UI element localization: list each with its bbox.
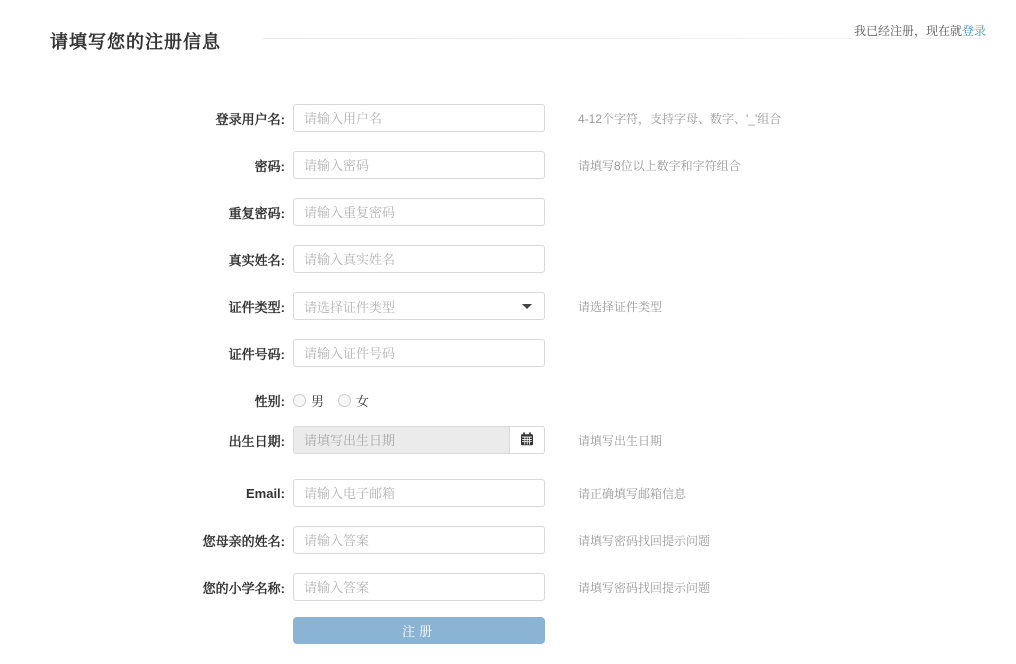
password-hint: 请填写8位以上数字和字符组合 — [578, 158, 741, 173]
mother-name-input[interactable] — [293, 526, 545, 554]
register-button[interactable]: 注册 — [293, 617, 545, 644]
real-name-input[interactable] — [293, 245, 545, 273]
username-row — [0, 104, 1016, 132]
repeat-password-label: 重复密码: — [228, 205, 285, 221]
chevron-down-icon — [522, 304, 532, 309]
school-name-label: 您的小学名称: — [202, 580, 285, 596]
real-name-row — [0, 245, 1016, 273]
id-type-select-value: 请选择证件类型 — [304, 299, 396, 315]
registration-form — [0, 104, 1016, 644]
email-label: Email: — [245, 485, 285, 501]
id-type-row — [0, 292, 1016, 320]
page-header — [0, 0, 1016, 52]
school-name-hint: 请填写密码找回提示问题 — [578, 580, 711, 595]
school-name-input[interactable] — [293, 573, 545, 601]
gender-row — [0, 386, 1016, 414]
radio-female-icon[interactable] — [338, 394, 351, 407]
page-title: 请填写您的注册信息 — [50, 32, 221, 52]
gender-label: 性别: — [254, 393, 285, 409]
password-input[interactable] — [293, 151, 545, 179]
school-name-row — [0, 573, 1016, 601]
gender-option-female[interactable] — [338, 391, 369, 410]
id-number-row — [0, 339, 1016, 367]
repeat-password-input[interactable] — [293, 198, 545, 226]
login-link[interactable]: 登录 — [961, 24, 986, 38]
username-input[interactable] — [293, 104, 545, 132]
gender-option-male[interactable] — [293, 391, 324, 410]
id-type-label: 证件类型: — [228, 299, 285, 315]
birth-date-label: 出生日期: — [228, 433, 285, 449]
username-hint: 4-12个字符，支持字母、数字、'_'组合 — [578, 111, 782, 126]
mother-name-row — [0, 526, 1016, 554]
id-type-select[interactable] — [293, 292, 545, 320]
radio-male-icon[interactable] — [293, 394, 306, 407]
birth-date-input[interactable] — [294, 427, 509, 453]
password-row — [0, 151, 1016, 179]
email-row — [0, 479, 1016, 507]
mother-name-hint: 请填写密码找回提示问题 — [578, 533, 711, 548]
id-number-label: 证件号码: — [228, 346, 285, 362]
birth-date-hint: 请填写出生日期 — [578, 433, 663, 448]
gender-radio-group — [293, 391, 369, 410]
repeat-password-row — [0, 198, 1016, 226]
calendar-icon — [520, 432, 534, 449]
login-prefix-text: 我已经注册，现在就 — [853, 24, 962, 38]
email-field[interactable] — [293, 479, 545, 507]
id-type-hint: 请选择证件类型 — [578, 299, 663, 314]
real-name-label: 真实姓名: — [228, 252, 285, 268]
username-label: 登录用户名: — [215, 111, 285, 127]
id-number-input[interactable] — [293, 339, 545, 367]
gender-male-label: 男 — [311, 393, 325, 409]
gender-female-label: 女 — [356, 393, 370, 409]
birth-date-row — [0, 426, 1016, 454]
submit-row — [0, 616, 1016, 644]
mother-name-label: 您母亲的姓名: — [202, 533, 285, 549]
calendar-button[interactable] — [509, 427, 544, 453]
login-area — [854, 22, 986, 39]
email-hint: 请正确填写邮箱信息 — [578, 486, 687, 501]
birth-date-group — [293, 426, 545, 454]
password-label: 密码: — [254, 158, 285, 174]
